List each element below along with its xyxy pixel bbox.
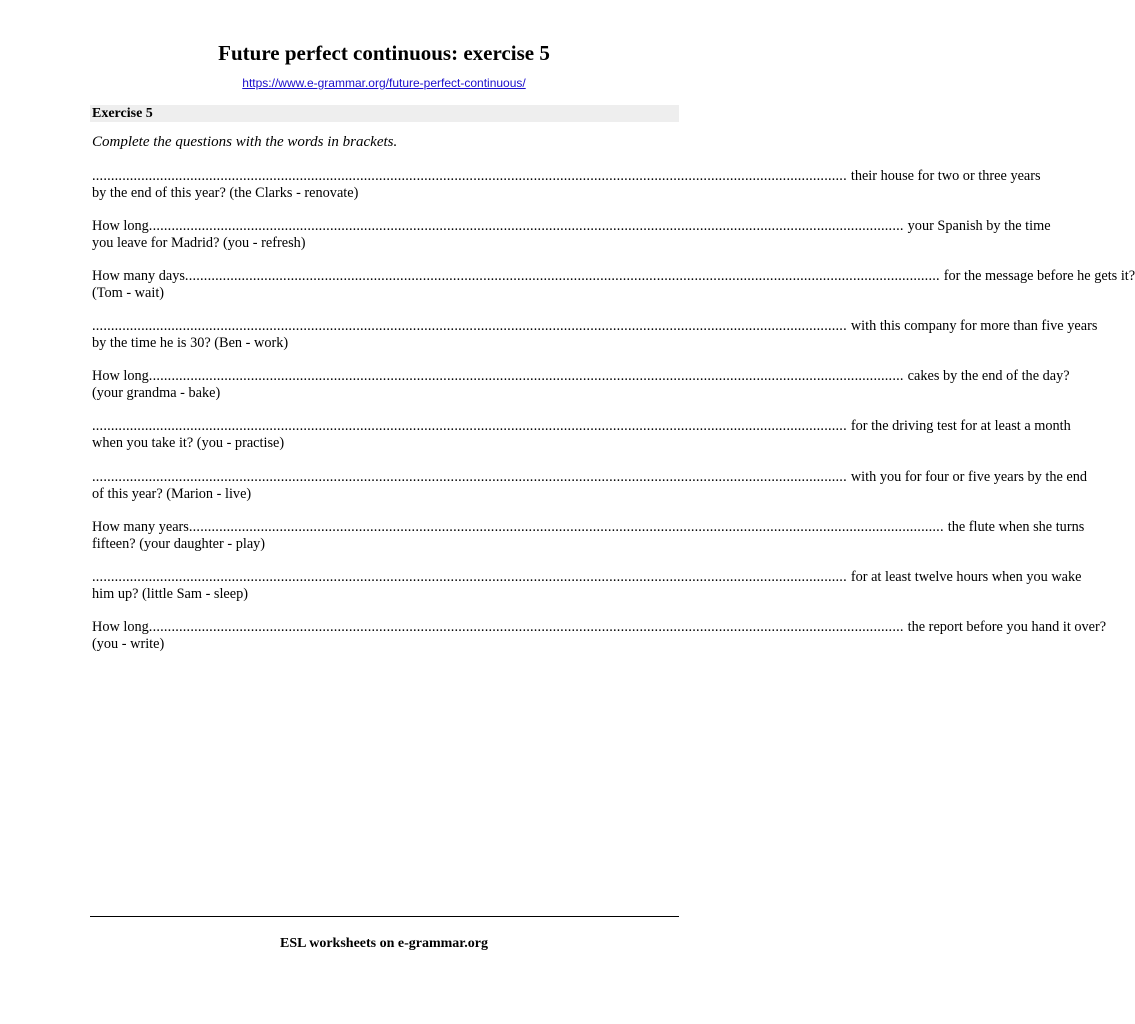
question-item bbox=[92, 218, 1051, 252]
footer-text: ESL worksheets on e-grammar.org bbox=[280, 936, 488, 951]
question-tail: their house for two or three years bbox=[850, 168, 1041, 184]
question-tail: for the message before he gets it? bbox=[943, 268, 1135, 285]
question-tail: for the driving test for at least a month bbox=[850, 418, 1071, 435]
question-lead: How many years bbox=[92, 518, 189, 535]
answer-blank[interactable]: ........................................................................................................................................................................................................ bbox=[92, 318, 847, 335]
question-item bbox=[92, 518, 1085, 553]
question-line-1 bbox=[92, 418, 1071, 435]
question-line-2: (Tom - wait) bbox=[92, 285, 165, 302]
question-tail: your Spanish by the time bbox=[907, 218, 1051, 235]
question-line-1 bbox=[92, 218, 1051, 235]
question-line-2: (your grandma - bake) bbox=[92, 385, 221, 402]
exercise-heading: Exercise 5 bbox=[90, 105, 679, 122]
answer-blank[interactable]: ........................................................................................................................................................................................................ bbox=[148, 618, 904, 635]
question-item bbox=[92, 418, 1071, 452]
answer-blank[interactable]: ........................................................................................................................................................................................................ bbox=[184, 268, 940, 285]
question-item bbox=[92, 468, 1088, 503]
question-item bbox=[92, 268, 1135, 302]
source-link[interactable]: https://www.e-grammar.org/future-perfect-continuous/ bbox=[242, 76, 526, 90]
answer-blank[interactable]: ........................................................................................................................................................................................................ bbox=[188, 518, 944, 535]
answer-blank[interactable]: ........................................................................................................................................................................................................ bbox=[92, 468, 847, 485]
question-line-1 bbox=[92, 268, 1135, 285]
question-line-2: by the end of this year? (the Clarks - renovate) bbox=[92, 185, 359, 201]
question-lead: How many days bbox=[92, 268, 185, 285]
question-tail: with you for four or five years by the end bbox=[850, 468, 1088, 485]
question-item bbox=[92, 318, 1098, 352]
question-tail: the flute when she turns bbox=[947, 518, 1085, 535]
question-tail: cakes by the end of the day? bbox=[907, 368, 1070, 385]
question-line-1 bbox=[92, 368, 1070, 385]
question-lead: How long bbox=[92, 618, 149, 635]
question-item bbox=[92, 168, 1041, 202]
question-item bbox=[92, 568, 1082, 603]
question-line-2: of this year? (Marion - live) bbox=[92, 485, 252, 502]
question-line-2: fifteen? (your daughter - play) bbox=[92, 535, 266, 552]
question-lead: How long bbox=[92, 368, 149, 385]
exercise-instruction: Complete the questions with the words in brackets. bbox=[92, 134, 398, 150]
question-line-1 bbox=[92, 168, 1041, 185]
question-line-2: (you - write) bbox=[92, 635, 165, 652]
question-line-2: by the time he is 30? (Ben - work) bbox=[92, 335, 289, 352]
question-item bbox=[92, 368, 1070, 402]
answer-blank[interactable]: ........................................................................................................................................................................................................ bbox=[92, 568, 847, 585]
question-tail: for at least twelve hours when you wake bbox=[850, 568, 1082, 585]
question-line-2: him up? (little Sam - sleep) bbox=[92, 585, 249, 602]
question-line-2: you leave for Madrid? (you - refresh) bbox=[92, 235, 306, 252]
question-line-1 bbox=[92, 318, 1098, 335]
answer-blank[interactable]: ........................................................................................................................................................................................................ bbox=[148, 218, 904, 235]
question-line-2: when you take it? (you - practise) bbox=[92, 435, 285, 452]
question-line-1 bbox=[92, 568, 1082, 586]
answer-blank[interactable]: ........................................................................................................................................................................................................ bbox=[92, 168, 847, 184]
question-tail: the report before you hand it over? bbox=[907, 618, 1107, 635]
page-title: Future perfect continuous: exercise 5 bbox=[218, 41, 550, 65]
question-item bbox=[92, 618, 1107, 653]
question-list bbox=[92, 168, 1135, 669]
source-link-wrapper bbox=[0, 76, 768, 90]
answer-blank[interactable]: ........................................................................................................................................................................................................ bbox=[148, 368, 904, 385]
question-line-1 bbox=[92, 618, 1107, 636]
question-tail: with this company for more than five years bbox=[850, 318, 1098, 335]
question-line-1 bbox=[92, 468, 1088, 486]
question-line-1 bbox=[92, 518, 1085, 536]
footer-divider bbox=[90, 916, 679, 917]
answer-blank[interactable]: ........................................................................................................................................................................................................ bbox=[92, 418, 847, 435]
question-lead: How long bbox=[92, 218, 149, 235]
